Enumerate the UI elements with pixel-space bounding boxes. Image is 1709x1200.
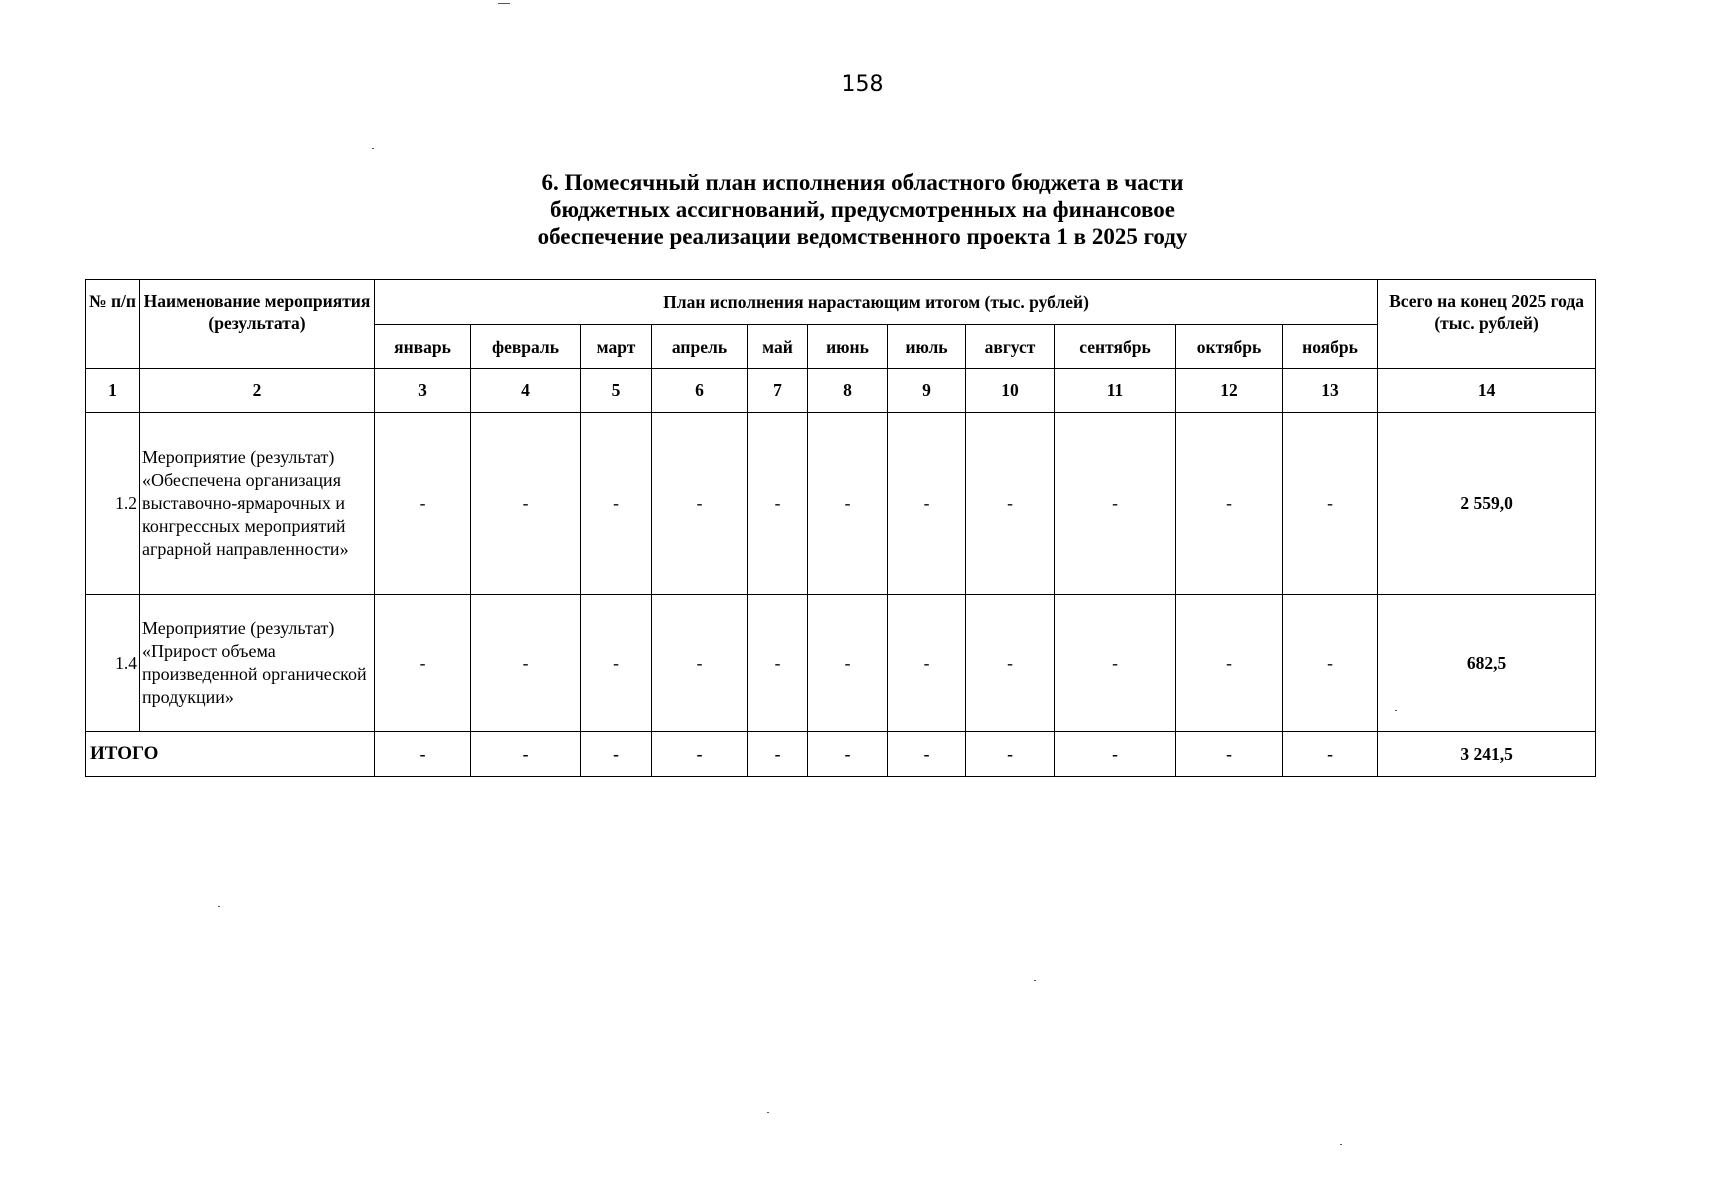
column-number: 11: [1055, 369, 1176, 413]
month-value: -: [1176, 595, 1283, 732]
itogo-month-value: -: [808, 732, 888, 777]
month-header: ноябрь: [1283, 325, 1378, 369]
scan-speck: [1395, 710, 1397, 711]
month-value: -: [1055, 595, 1176, 732]
itogo-total: 3 241,5: [1378, 732, 1596, 777]
itogo-label: ИТОГО: [86, 732, 375, 777]
scan-speck: [767, 1112, 769, 1113]
row-name: Мероприятие (результат) «Обеспечена организация выставочно-ярмарочных и конгрессных мероприятий аграрной направленности»: [140, 413, 375, 595]
column-number: 7: [748, 369, 808, 413]
month-value: -: [888, 413, 966, 595]
page-number: 158: [841, 72, 884, 97]
month-value: -: [748, 595, 808, 732]
header-num: № п/п: [86, 280, 140, 369]
month-value: -: [1176, 413, 1283, 595]
month-value: -: [471, 595, 581, 732]
header-plan: План исполнения нарастающим итогом (тыс. рублей): [375, 280, 1378, 325]
month-header: октябрь: [1176, 325, 1283, 369]
month-value: -: [808, 595, 888, 732]
month-header: июль: [888, 325, 966, 369]
month-header: март: [581, 325, 652, 369]
header-name: Наименование мероприятия (результата): [140, 280, 375, 369]
month-header: май: [748, 325, 808, 369]
month-value: -: [966, 413, 1055, 595]
month-header: январь: [375, 325, 471, 369]
column-number: 2: [140, 369, 375, 413]
month-value: -: [375, 413, 471, 595]
scan-speck: [498, 3, 510, 4]
column-number: 10: [966, 369, 1055, 413]
month-header: июнь: [808, 325, 888, 369]
month-value: -: [652, 595, 748, 732]
row-total: 2 559,0: [1378, 413, 1596, 595]
scan-speck: [1034, 980, 1036, 981]
month-value: -: [1283, 413, 1378, 595]
column-number: 12: [1176, 369, 1283, 413]
scan-speck: [372, 148, 374, 149]
itogo-month-value: -: [888, 732, 966, 777]
itogo-month-value: -: [1283, 732, 1378, 777]
table-row: [86, 595, 1596, 732]
itogo-month-value: -: [375, 732, 471, 777]
column-number: 9: [888, 369, 966, 413]
column-number: 8: [808, 369, 888, 413]
row-name: Мероприятие (результат) «Прирост объема произведенной органической продукции»: [140, 595, 375, 732]
column-number: 14: [1378, 369, 1596, 413]
month-value: -: [471, 413, 581, 595]
column-number: 3: [375, 369, 471, 413]
month-value: -: [888, 595, 966, 732]
month-header: апрель: [652, 325, 748, 369]
month-header: август: [966, 325, 1055, 369]
month-value: -: [966, 595, 1055, 732]
scan-speck: [218, 906, 220, 907]
month-value: -: [581, 413, 652, 595]
itogo-month-value: -: [966, 732, 1055, 777]
title-line-1: 6. Помесячный план исполнения областного бюджета в части: [541, 170, 1184, 195]
column-number: 6: [652, 369, 748, 413]
title-line-2: бюджетных ассигнований, предусмотренных на финансовое: [550, 197, 1175, 222]
itogo-month-value: -: [652, 732, 748, 777]
row-index: 1.2: [86, 413, 140, 595]
itogo-row: [86, 732, 1596, 777]
header-total: Всего на конец 2025 года (тыс. рублей): [1378, 280, 1596, 369]
month-value: -: [375, 595, 471, 732]
column-number: 5: [581, 369, 652, 413]
column-number: 4: [471, 369, 581, 413]
title-line-3: обеспечение реализации ведомственного проекта 1 в 2025 году: [537, 224, 1188, 249]
month-value: -: [748, 413, 808, 595]
scan-speck: [1340, 1144, 1342, 1145]
table-row: [86, 413, 1596, 595]
itogo-month-value: -: [581, 732, 652, 777]
budget-plan-table: [85, 279, 1596, 777]
column-number: 1: [86, 369, 140, 413]
column-number: 13: [1283, 369, 1378, 413]
itogo-month-value: -: [1176, 732, 1283, 777]
month-value: -: [1283, 595, 1378, 732]
month-header: февраль: [471, 325, 581, 369]
itogo-month-value: -: [1055, 732, 1176, 777]
month-value: -: [808, 413, 888, 595]
document-title: [0, 169, 1709, 250]
month-value: -: [652, 413, 748, 595]
month-header: сентябрь: [1055, 325, 1176, 369]
column-number-row: [86, 369, 1596, 413]
month-value: -: [1055, 413, 1176, 595]
itogo-month-value: -: [471, 732, 581, 777]
month-value: -: [581, 595, 652, 732]
itogo-month-value: -: [748, 732, 808, 777]
row-total: 682,5: [1378, 595, 1596, 732]
row-index: 1.4: [86, 595, 140, 732]
